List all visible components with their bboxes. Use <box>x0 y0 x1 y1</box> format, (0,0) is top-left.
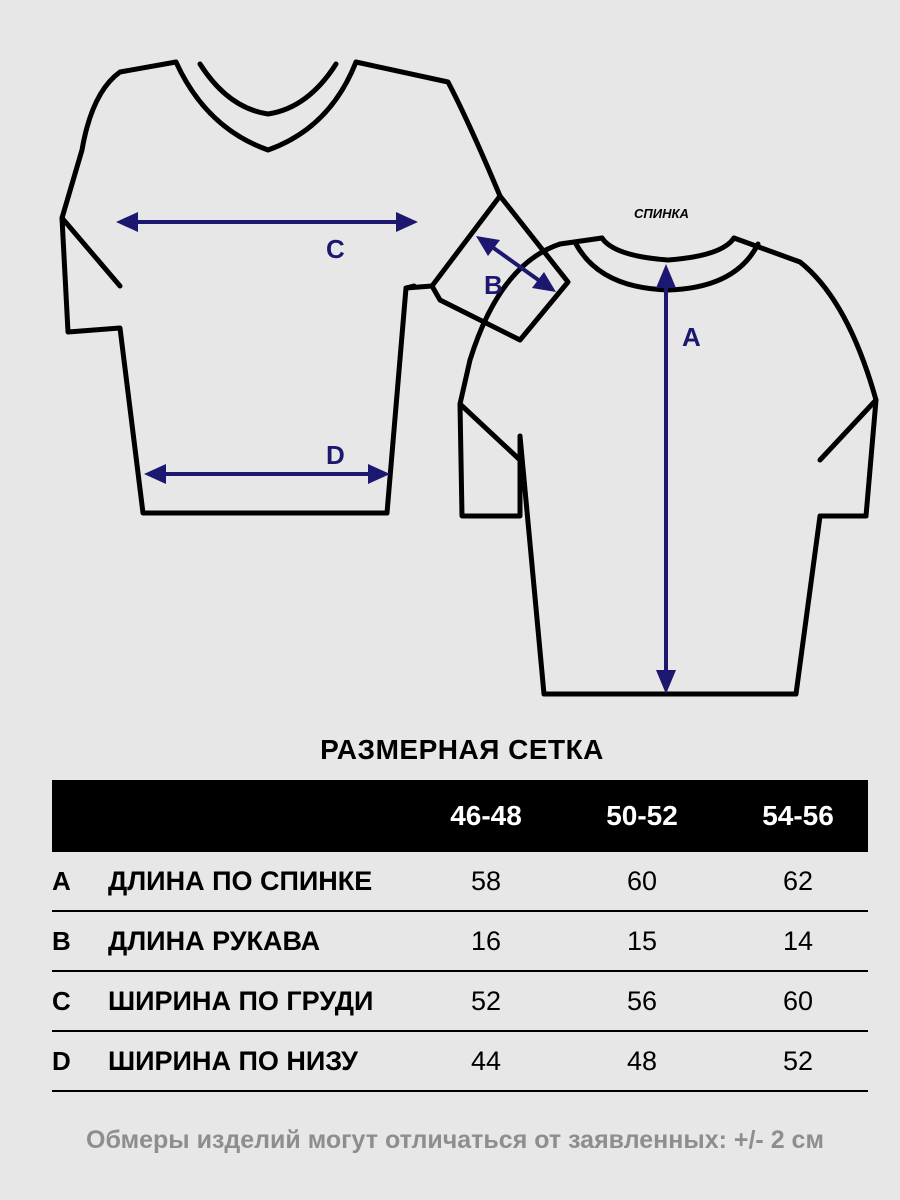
row-letter: A <box>52 866 71 896</box>
measure-a <box>656 264 701 694</box>
back-sleeve-seam-left <box>460 404 520 460</box>
row-label: ДЛИНА РУКАВА <box>108 926 321 956</box>
row-value: 62 <box>782 866 814 896</box>
back-view-label: СПИНКА <box>634 206 689 221</box>
row-value: 52 <box>470 986 502 1016</box>
row-value: 48 <box>626 1046 658 1076</box>
arrow-c-head-right <box>396 212 418 232</box>
row-value: 56 <box>626 986 658 1016</box>
back-sleeve-seam-right <box>820 400 876 460</box>
size-chart-header <box>52 780 868 852</box>
size-column-header: 50-52 <box>606 800 678 831</box>
size-chart-title: РАЗМЕРНАЯ СЕТКА <box>320 734 604 765</box>
row-value: 58 <box>470 866 502 896</box>
row-value: 52 <box>782 1046 814 1076</box>
arrow-a-head-top <box>656 264 676 288</box>
arrow-d-head-left <box>144 464 166 484</box>
size-column-header: 54-56 <box>762 800 834 831</box>
row-value: 44 <box>470 1046 502 1076</box>
measure-b-label: B <box>484 270 503 300</box>
row-letter: B <box>52 926 71 956</box>
size-chart-table <box>52 780 868 1092</box>
row-letter: D <box>52 1046 71 1076</box>
arrow-b-head-bottom <box>532 272 556 292</box>
back-collar <box>602 238 734 260</box>
arrow-b-head-top <box>476 236 500 256</box>
table-row <box>52 852 868 912</box>
row-value: 16 <box>470 926 502 956</box>
table-row <box>52 1032 868 1092</box>
row-value: 60 <box>782 986 814 1016</box>
measure-c-label: C <box>326 234 345 264</box>
front-collar-inner <box>200 64 336 114</box>
measure-c <box>116 212 418 264</box>
arrow-d-head-right <box>368 464 390 484</box>
row-letter: C <box>52 986 71 1016</box>
front-sleeve-seam-left <box>62 218 120 286</box>
arrow-a-head-bottom <box>656 670 676 694</box>
row-value: 60 <box>626 866 658 896</box>
row-label: ШИРИНА ПО ГРУДИ <box>108 986 374 1016</box>
row-label: ШИРИНА ПО НИЗУ <box>108 1046 358 1076</box>
measure-b <box>476 236 556 300</box>
arrow-c-head-left <box>116 212 138 232</box>
row-label: ДЛИНА ПО СПИНКЕ <box>108 866 373 896</box>
front-side-right <box>406 286 414 288</box>
measure-d-label: D <box>326 440 345 470</box>
measure-d <box>144 440 390 484</box>
row-value: 14 <box>782 926 814 956</box>
table-row <box>52 972 868 1032</box>
measurement-disclaimer: Обмеры изделий могут отличаться от заявленных: +/- 2 см <box>86 1126 824 1154</box>
size-column-header: 46-48 <box>450 800 522 831</box>
row-value: 15 <box>626 926 658 956</box>
table-row <box>52 912 868 972</box>
measure-a-label: A <box>682 322 701 352</box>
